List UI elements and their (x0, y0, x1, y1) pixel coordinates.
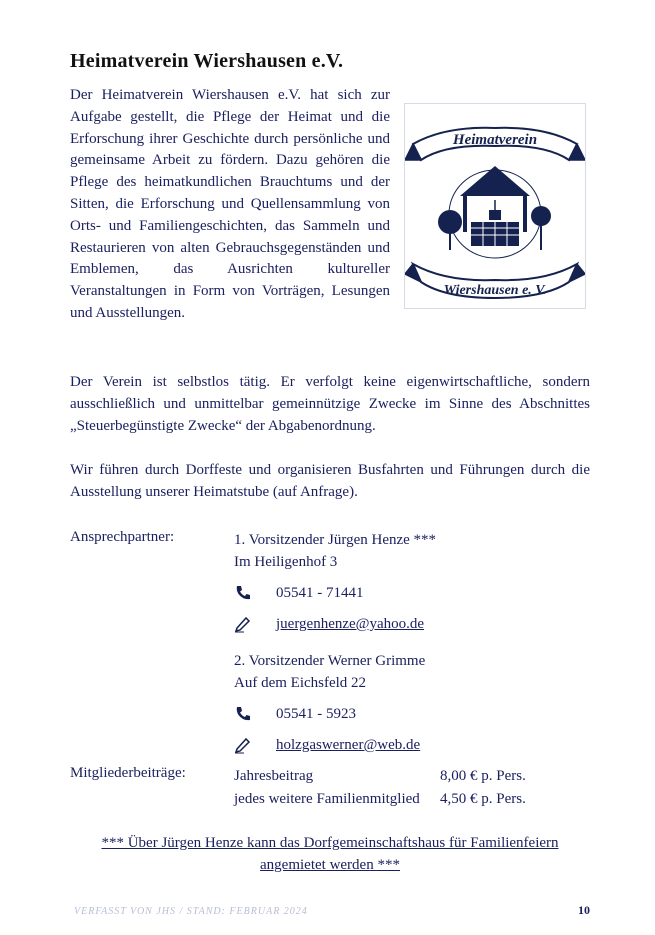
activities-paragraph: Wir führen durch Dorffeste und organisieren Busfahrten und Führungen durch die Ausstellung unserer Heimatstube (auf Anfrage). (70, 462, 590, 500)
contacts-label: Ansprechpartner: (70, 529, 175, 545)
contact-phone: 05541 - 5923 (276, 706, 356, 722)
club-logo (404, 103, 586, 309)
logo-bottom-text: Wiershausen e. V. (443, 283, 547, 298)
intro-paragraph: Der Heimatverein Wiershausen e.V. hat sich zur Aufgabe gestellt, die Pflege der Heimat und die Erforschung ihrer Geschichte durch persönliche und gemeinsame Arbeit zu fördern. Dazu gehören die Pflege des heimatkundlichen Brauchtums und der Sitten, die Erforschung und Quellensammlung von Orts- und Familiengeschichten, das Sammeln und Restaurieren von alten Gebrauchsgegenständen und Emblemen, das Ausrichten kultureller Veranstaltungen in Form von Vorträgen, Lesungen und Ausstellungen. (70, 87, 390, 321)
contact-role-name: 1. Vorsitzender Jürgen Henze *** (234, 532, 437, 548)
contact-email[interactable]: juergenhenze@yahoo.de (276, 616, 425, 632)
contact-address: Im Heiligenhof 3 (234, 554, 338, 570)
pen-writing-icon (234, 615, 252, 633)
fee-name: jedes weitere Familienmitglied (234, 791, 420, 807)
contact-email[interactable]: holzgaswerner@web.de (276, 737, 421, 753)
fee-name: Jahresbeitrag (234, 768, 314, 784)
page-title: Heimatverein Wiershausen e.V. (70, 50, 344, 72)
rental-notice: *** Über Jürgen Henze kann das Dorfgemeinschaftshaus für Familienfeiern angemietet werden *** (101, 835, 559, 873)
contact-phone: 05541 - 71441 (276, 585, 364, 601)
fee-row (234, 788, 534, 811)
contact-first (234, 529, 436, 635)
pen-writing-icon (234, 736, 252, 754)
page-number: 10 (578, 903, 590, 917)
fees-label: Mitgliederbeiträge: (70, 765, 186, 781)
fee-amount: 8,00 € p. Pers. (440, 768, 526, 784)
logo-top-text: Heimatverein (452, 132, 538, 148)
fees-list (234, 765, 534, 811)
fee-amount: 4,50 € p. Pers. (440, 791, 526, 807)
nonprofit-paragraph: Der Verein ist selbstlos tätig. Er verfolgt keine eigenwirtschaftliche, sondern ausschließlich und unmittelbar gemeinnützige Zwecke im Sinne des Abschnittes „Steuerbegünstigte Zwecke“ der Abgabenordnung. (70, 374, 590, 434)
contact-address: Auf dem Eichsfeld 22 (234, 675, 367, 691)
footer-note: VERFASST VON JHS / STAND: FEBRUAR 2024 (74, 906, 308, 917)
phone-icon (234, 584, 252, 602)
contact-second (234, 650, 425, 756)
fee-row (234, 765, 534, 788)
contact-role-name: 2. Vorsitzender Werner Grimme (234, 653, 426, 669)
phone-icon (234, 705, 252, 723)
